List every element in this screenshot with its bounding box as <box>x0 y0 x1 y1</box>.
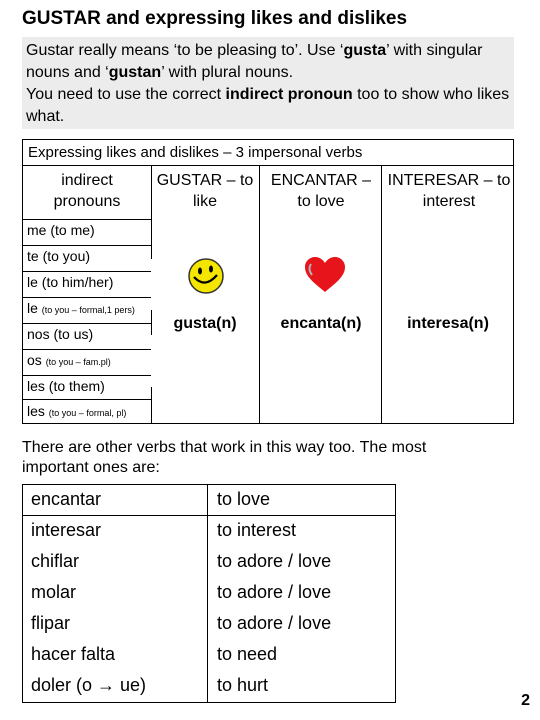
pronoun-os: os (to you – fam.pl) <box>27 352 111 368</box>
meaning-cell: to interest <box>217 520 297 540</box>
row-divider <box>23 375 151 376</box>
other-verbs-table <box>22 484 396 703</box>
meaning-cell: to adore / love <box>217 551 332 571</box>
table-row <box>23 671 395 702</box>
meaning-cell: to need <box>217 644 278 664</box>
intro-line-2: You need to use the correct indirect pronoun too to show who likes what. <box>26 86 510 125</box>
header-indirect-pronouns: indirect pronouns <box>53 172 121 210</box>
verbs-table <box>22 139 514 424</box>
pronoun-les: les (to them) <box>27 378 105 394</box>
pronoun-me: me (to me) <box>27 222 95 238</box>
heart-icon <box>303 256 347 294</box>
header-gustar: GUSTAR – to like <box>156 172 254 210</box>
column-divider <box>259 166 260 424</box>
table-row <box>23 485 395 516</box>
verb-cell: interesar <box>31 520 102 540</box>
row-divider <box>23 271 151 272</box>
meaning-cell: to love <box>217 489 271 509</box>
table-row <box>23 640 395 671</box>
row-divider <box>23 349 151 350</box>
pronoun-nos: nos (to us) <box>27 326 94 342</box>
pronoun-les-formal: les (to you – formal, pl) <box>27 403 127 419</box>
verb-cell: molar <box>31 582 77 602</box>
pronoun-le: le (to him/her) <box>27 274 114 290</box>
verbs-table-title: Expressing likes and dislikes – 3 impersonal verbs <box>23 140 513 166</box>
row-divider <box>23 297 151 298</box>
page-title: GUSTAR and expressing likes and dislikes <box>22 8 408 29</box>
form-encantar: encanta(n) <box>280 315 362 332</box>
row-divider <box>23 399 151 400</box>
pronoun-te: te (to you) <box>27 248 91 264</box>
table-row <box>23 516 395 547</box>
meaning-cell: to adore / love <box>217 582 332 602</box>
verb-cell: doler (o → ue) <box>31 675 147 695</box>
meaning-cell: to adore / love <box>217 613 332 633</box>
row-divider <box>23 219 151 220</box>
verb-cell: flipar <box>31 613 71 633</box>
table-row <box>23 609 395 640</box>
header-interesar: INTERESAR – to interest <box>387 172 511 210</box>
column-divider <box>151 387 152 424</box>
intro-box <box>22 37 514 129</box>
column-divider <box>381 166 382 424</box>
column-divider <box>151 166 152 259</box>
pronoun-le-formal: le (to you – formal,1 pers) <box>27 300 135 316</box>
smiley-face-icon <box>185 255 227 297</box>
meaning-cell: to hurt <box>217 675 269 695</box>
verb-cell: chiflar <box>31 551 80 571</box>
row-divider <box>23 245 151 246</box>
form-gustar: gusta(n) <box>173 315 237 332</box>
column-divider <box>151 310 152 335</box>
header-encantar: ENCANTAR – to love <box>270 172 372 210</box>
other-verbs-intro: There are other verbs that work in this way too. The most important ones are: <box>22 439 427 476</box>
page-number: 2 <box>521 692 530 709</box>
row-divider <box>23 323 151 324</box>
verb-cell: encantar <box>31 489 102 509</box>
form-interesar: interesa(n) <box>407 315 489 332</box>
table-row <box>23 578 395 609</box>
table-row <box>23 547 395 578</box>
verb-cell: hacer falta <box>31 644 116 664</box>
intro-line-1: Gustar really means ‘to be pleasing to’. Use ‘gusta’ with singular nouns and ‘gustan’ with plural nouns. <box>26 42 483 81</box>
